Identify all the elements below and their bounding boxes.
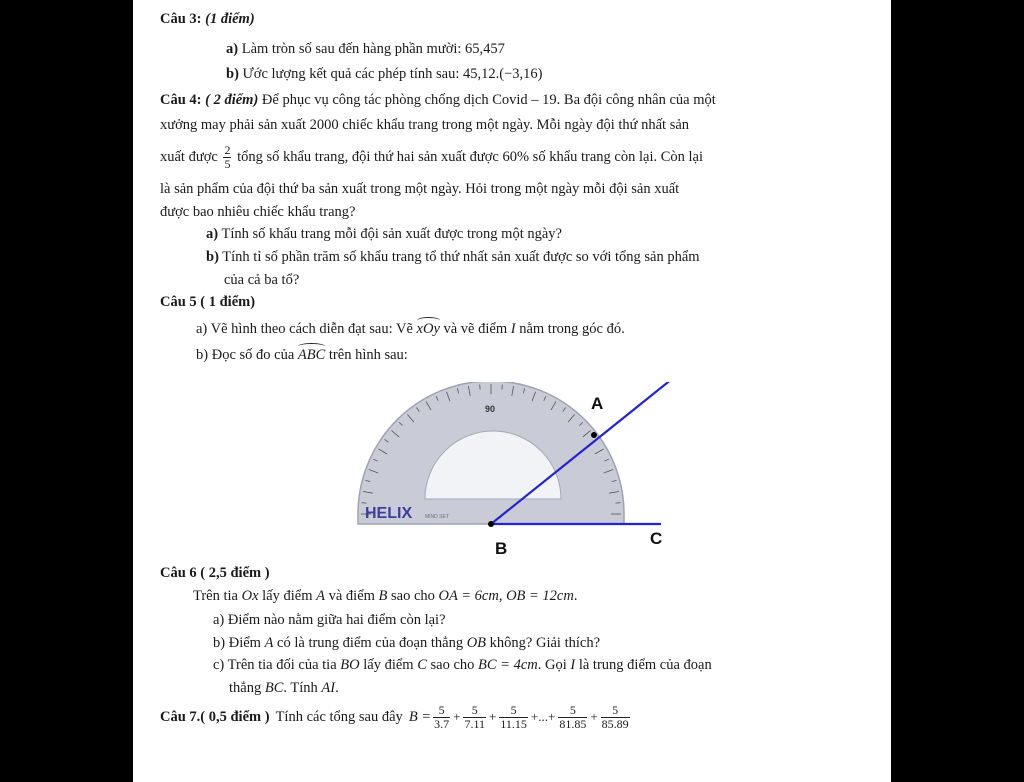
q4-text-1: Để phục vụ công tác phòng chống dịch Covid – 19. Ba đội công nhân của một: [261, 92, 716, 108]
q7-row: [160, 700, 632, 734]
q4-title: Câu 4:: [160, 92, 202, 108]
q6-b-point-a: A: [264, 635, 274, 651]
q7-term-2-num: 5: [463, 704, 486, 718]
point-c-text: C: [417, 657, 427, 673]
q5-a-label: a): [196, 321, 208, 337]
fraction-two-fifths: [223, 144, 231, 171]
q7-term-4-num: 5: [558, 704, 587, 718]
q6-title: Câu 6 ( 2,5 điểm ): [160, 565, 270, 581]
segment-bc: BC: [264, 680, 284, 696]
q3-heading: [160, 10, 255, 28]
plus-sign-3: +: [590, 709, 598, 724]
q6-a-label: a): [213, 612, 225, 628]
document-page: [133, 0, 891, 782]
q4-b-text-1: Tính tỉ số phần trăm số khẩu trang tổ thứ nhất sản xuất được so với tổng sản phẩm: [222, 249, 700, 265]
frac-numerator: 2: [224, 143, 231, 157]
q7-term-5-num: 5: [601, 704, 630, 718]
q5-b-label: b): [196, 347, 209, 363]
q5-part-a: [196, 320, 625, 338]
q6-comma: ,: [498, 588, 503, 604]
q6-c-mid-2: sao cho: [430, 657, 475, 673]
q7-term-2-den: 7.11: [464, 716, 485, 731]
q7-term-3: [499, 704, 528, 731]
q4-line-3: [160, 144, 703, 171]
q6-b-mid: có là trung điểm của đoạn thẳng: [277, 635, 464, 651]
q6-part-c: [213, 656, 712, 674]
brand-logo: HELIX: [365, 505, 413, 522]
protractor-figure: [353, 382, 673, 567]
equation-oa: OA = 6cm: [438, 588, 499, 604]
q3-part-b: [226, 65, 542, 83]
q6-b-pre: Điểm: [228, 635, 261, 651]
q5-part-b: [196, 346, 408, 364]
q7-term-5-den: 85.89: [601, 716, 629, 731]
point-b-text: B: [378, 588, 388, 604]
q5-b-pre: Đọc số đo của: [211, 347, 295, 363]
q6-part-b: [213, 634, 600, 652]
q6-c-pre: Trên tia đối của tia: [227, 657, 337, 673]
q7-term-1: [433, 704, 450, 731]
q6-c2-mid: . Tính: [283, 680, 318, 696]
q6-b-post: không? Giải thích?: [489, 635, 601, 651]
label-a: A: [591, 394, 604, 413]
angle-abc: ABC: [297, 347, 326, 363]
q4-points: ( 2 điểm): [205, 92, 259, 108]
q6-c-mid-1: lấy điểm: [363, 657, 414, 673]
q4-a-text: Tính số khẩu trang mỗi đội sản xuất được trong một ngày?: [221, 226, 562, 242]
q5-b-post: trên hình sau:: [328, 347, 408, 363]
q4-b-label: b): [206, 249, 219, 265]
q7-text: Tính các tổng sau đây: [275, 709, 403, 725]
q3-b-text: Ước lượng kết quả các phép tính sau: 45,12.(−3,16): [242, 66, 543, 82]
q6-intro: [193, 587, 577, 605]
q3-points: (1 điểm): [205, 11, 255, 27]
q3-a-label: a): [226, 41, 239, 57]
q7-term-4-den: 81.85: [559, 716, 587, 731]
q6-c2-pre: thẳng: [229, 680, 262, 696]
q6-a-text: Điểm nào nằm giữa hai điểm còn lại?: [227, 612, 446, 628]
equation-bc: BC = 4cm: [478, 657, 538, 673]
point-i: I: [510, 321, 516, 337]
q7-term-2: [463, 704, 486, 731]
ellipsis: +...+: [530, 709, 556, 724]
equation-ob: OB = 12cm: [506, 588, 574, 604]
segment-ob: OB: [466, 635, 487, 651]
q4-a-label: a): [206, 226, 219, 242]
protractor-diagram: [353, 382, 673, 562]
q6-intro-mid-3: sao cho: [391, 588, 435, 604]
label-c: C: [650, 529, 663, 548]
q4-part-a: [206, 225, 562, 243]
brand-subtitle: MIND SET: [425, 514, 449, 520]
q6-c2-post: .: [335, 680, 339, 696]
q7-lhs: B =: [408, 709, 432, 725]
q6-intro-mid-1: lấy điểm: [262, 588, 313, 604]
q3-part-a: [226, 40, 505, 58]
angle-xoy: xOy: [416, 321, 440, 337]
q3-a-text: Làm tròn số sau đến hàng phần mười: 65,457: [241, 41, 505, 57]
q6-intro-mid-2: và điểm: [328, 588, 375, 604]
q7-term-3-num: 5: [499, 704, 528, 718]
q5-a-post: nằm trong góc đó.: [519, 321, 625, 337]
q7-title: Câu 7.( 0,5 điểm ): [160, 709, 270, 725]
q4-line-2: xưởng may phải sản xuất 2000 chiếc khẩu trang trong một ngày. Mỗi ngày đội thứ nhất sản: [160, 117, 690, 133]
q6-c-mid-3: . Gọi: [537, 657, 567, 673]
point-i-text: I: [570, 657, 576, 673]
q6-part-a: [213, 611, 446, 629]
q5-a-pre: Vẽ hình theo cách diễn đạt sau: Vẽ: [210, 321, 413, 337]
q4-line-1: [160, 91, 716, 109]
point-b: [488, 521, 494, 527]
q4-part-b: [206, 248, 700, 266]
frac-denominator: 5: [224, 157, 231, 171]
q4-text-3-pre: xuất được: [160, 148, 218, 165]
protractor-center-mark: 90: [485, 404, 496, 414]
q4-part-b-cont: của cả ba tổ?: [224, 272, 300, 288]
q3-b-label: b): [226, 66, 239, 82]
plus-sign-1: +: [453, 709, 461, 724]
point-a-text: A: [316, 588, 325, 604]
label-b: B: [495, 539, 508, 558]
plus-sign-2: +: [489, 709, 497, 724]
q4-text-3-post: tổng số khẩu trang, đội thứ hai sản xuất được 60% số khẩu trang còn lại. Còn lại: [237, 148, 704, 165]
q4-line-5: được bao nhiêu chiếc khẩu trang?: [160, 204, 356, 220]
q7-term-1-num: 5: [433, 704, 450, 718]
q7-term-1-den: 3.7: [434, 716, 450, 731]
q6-dot: .: [573, 588, 578, 604]
q6-intro-pre: Trên tia: [193, 588, 238, 604]
q6-c-post: là trung điểm của đoạn: [578, 657, 712, 673]
q5-title: Câu 5 ( 1 điểm): [160, 294, 256, 310]
point-a: [591, 432, 597, 438]
q7-content: [160, 700, 632, 734]
q6-c-label: c): [213, 657, 225, 673]
q7-term-5: [601, 704, 630, 731]
q6-part-c-cont: [229, 679, 339, 697]
segment-ai: AI: [321, 680, 336, 696]
q4-line-4: là sản phẩm của đội thứ ba sản xuất trong một ngày. Hỏi trong một ngày mỗi đội sản xuất: [160, 181, 680, 197]
q7-term-4: [558, 704, 587, 731]
q6-b-label: b): [213, 635, 226, 651]
q5-a-mid: và vẽ điểm: [443, 321, 508, 337]
q3-title: Câu 3:: [160, 11, 202, 27]
ray-bo: BO: [340, 657, 360, 673]
q7-term-3-den: 11.15: [500, 716, 527, 731]
ray-ox: Ox: [241, 588, 259, 604]
